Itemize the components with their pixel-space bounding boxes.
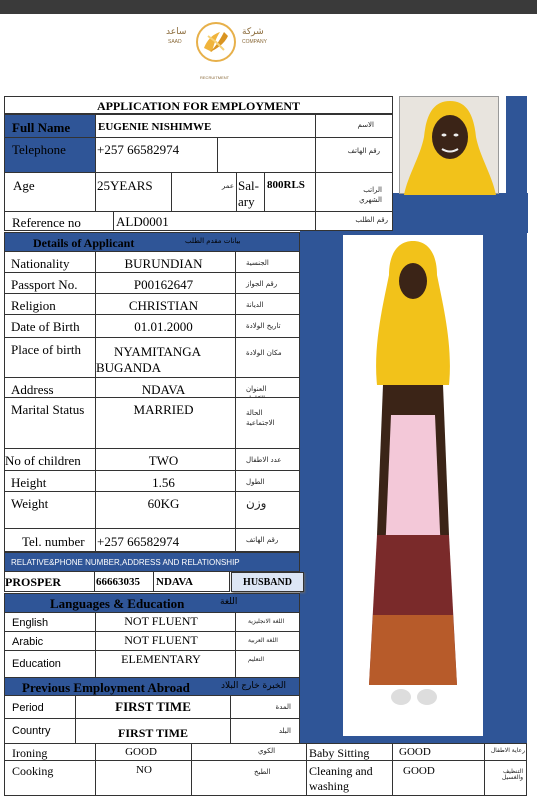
telephone-value-cell: +257 66582974 (95, 137, 218, 173)
detail-label-cell (4, 314, 96, 338)
details-section-header: Details of Applicant بيانات مقدم الطلب (4, 232, 300, 252)
detail-ar-label: رقم الجواز (246, 280, 278, 288)
detail-value-cell (95, 491, 236, 529)
detail-ar-label: رقم الهاتف (246, 536, 279, 544)
telephone-ar-cell: رقم الهاتف (315, 137, 393, 173)
ironing-value-cell: GOOD (95, 743, 192, 761)
ironing-ar-cell: الكوي (191, 743, 307, 761)
logo-ar-right: شركة (242, 27, 264, 37)
reference-label-cell: Reference no (4, 211, 114, 231)
detail-ar-label: تاريخ الولادة (246, 322, 281, 330)
detail-ar-cell (235, 470, 300, 492)
detail-label: Religion (11, 298, 56, 313)
right-strip (506, 96, 527, 201)
period-label-cell: Period (4, 695, 76, 719)
telephone-label-cell: Telephone (4, 137, 96, 173)
detail-label-cell (4, 251, 96, 273)
detail-ar-label: الطول (246, 478, 265, 486)
salary-value-cell: 800RLS (264, 172, 316, 212)
full-name-ar-cell: الاسم (315, 114, 393, 138)
detail-label-cell (4, 470, 96, 492)
babysitting-label-cell: Baby Sitting (306, 743, 393, 761)
detail-ar-label: الديانة (246, 301, 264, 309)
company-logo (160, 18, 270, 84)
detail-ar-cell (235, 272, 300, 294)
logo-en-left: SAAD (168, 39, 182, 45)
detail-ar-label: العنوان (246, 385, 267, 393)
cleaning-ar-cell: التنظيف والغسيل (484, 760, 527, 796)
babysitting-ar-cell: رعاية الاطفال (484, 743, 527, 761)
detail-value-cell (95, 470, 236, 492)
detail-ar-label: الجنسية (246, 259, 269, 267)
detail-ar-cell (235, 528, 300, 552)
language-label: English (12, 617, 49, 629)
language-ar-label: اللغة العربية (248, 637, 278, 644)
form-title: APPLICATION FOR EMPLOYMENT (4, 96, 393, 114)
detail-label: Marital Status (11, 402, 85, 417)
language-ar-cell (235, 650, 300, 678)
telephone-blank-cell (217, 137, 316, 173)
detail-ar-cell (235, 314, 300, 338)
period-value-cell: FIRST TIME (75, 695, 231, 719)
age-ar-cell: عمر (171, 172, 237, 212)
language-ar-label: التعليم (248, 656, 264, 663)
detail-value: NYAMITANGA (114, 344, 202, 359)
language-label-cell (4, 650, 96, 678)
relative-section-header: RELATIVE&PHONE NUMBER,ADDRESS AND RELATIONSHIP (4, 552, 300, 572)
detail-value-cell (95, 293, 236, 315)
country-label-cell: Country (4, 718, 76, 744)
detail-value: MARRIED (133, 402, 194, 417)
top-dark-bar (0, 0, 537, 14)
language-label: Arabic (12, 636, 44, 648)
detail-value: 01.01.2000 (134, 319, 193, 334)
relative-address-cell: NDAVA (153, 571, 230, 592)
detail-value-cell (95, 377, 236, 398)
language-value-cell (95, 650, 236, 678)
cleaning-value-cell: GOOD (392, 760, 485, 796)
reference-value-cell: ALD0001 (113, 211, 316, 231)
detail-label: Passport No. (11, 277, 78, 292)
detail-value-cell (95, 448, 236, 471)
detail-ar-cell (235, 337, 300, 378)
salary-label-cell: Sal- ary (236, 172, 265, 212)
language-label: Education (12, 658, 61, 670)
age-value-cell: 25YEARS (95, 172, 172, 212)
detail-label-cell (4, 491, 96, 529)
detail-label: Tel. number (22, 534, 85, 549)
logo-ar-left: ساعد (166, 27, 187, 37)
detail-label-cell (4, 337, 96, 378)
age-label-cell: Age (4, 172, 96, 212)
cooking-value-cell: NO (95, 760, 192, 796)
detail-label: No of children (5, 453, 81, 468)
logo-en-right: COMPANY (242, 39, 267, 45)
detail-label: Weight (11, 496, 49, 511)
detail-ar-cell (235, 491, 300, 529)
salary-ar-cell: الراتب الشهري (315, 172, 393, 212)
detail-ar-label: عدد الاطفال (246, 456, 282, 464)
country-value-cell: FIRST TIME (75, 718, 231, 744)
languages-section-header: Languages & Education اللغة (4, 593, 300, 613)
detail-value-cell (95, 314, 236, 338)
detail-value: BURUNDIAN (124, 256, 203, 271)
detail-value-cell (95, 337, 236, 378)
language-ar-label: اللغة الانجليزية (248, 618, 285, 625)
detail-value: TWO (148, 453, 179, 468)
ironing-label-cell: Ironing (4, 743, 96, 761)
detail-ar-cell (235, 377, 300, 398)
detail-value: P00162647 (133, 277, 194, 292)
detail-label-cell (4, 448, 96, 471)
detail-ar-label: الحالة الاجتماعية (246, 409, 275, 427)
detail-label-cell (4, 293, 96, 315)
detail-value-line2: BUGANDA (96, 360, 161, 375)
cooking-label-cell: Cooking (4, 760, 96, 796)
detail-value: 1.56 (152, 475, 175, 490)
detail-ar-label: مكان الولادة (246, 349, 282, 357)
detail-label-cell (4, 377, 96, 398)
language-label-cell (4, 612, 96, 632)
detail-value: 60KG (147, 496, 180, 511)
detail-label-cell (4, 397, 96, 449)
detail-label: Address (11, 382, 54, 397)
detail-ar-cell (235, 397, 300, 449)
detail-value: +257 66582974 (97, 534, 180, 549)
detail-label-cell (4, 528, 96, 552)
detail-label: Place of birth (11, 342, 82, 357)
detail-ar-cell (235, 448, 300, 471)
right-strip-2 (392, 193, 528, 233)
country-ar-cell: البلد (230, 718, 300, 744)
detail-value-cell (95, 251, 236, 273)
hands-icon (194, 20, 238, 64)
language-ar-cell (235, 612, 300, 632)
cleaning-label-cell: Cleaning and washing (306, 760, 393, 796)
detail-label: Height (11, 475, 47, 490)
relative-relationship-cell: HUSBAND (231, 572, 304, 592)
portrait-photo (399, 96, 499, 194)
detail-value: NDAVA (141, 382, 186, 397)
relative-name-cell: PROSPER (4, 571, 95, 592)
reference-ar-cell: رقم الطلب (315, 211, 393, 231)
language-value-cell (95, 631, 236, 651)
logo-tagline: RECRUITMENT (200, 75, 230, 80)
detail-ar-cell (235, 251, 300, 273)
detail-value: CHRISTIAN (128, 298, 199, 313)
employment-section-header: Previous Employment Abroad الخبرة خارج البلاد (4, 677, 300, 696)
detail-value-cell (95, 397, 236, 449)
language-value: NOT FLUENT (124, 633, 198, 647)
detail-ar-cell (235, 293, 300, 315)
full-name-label-cell: Full Name (4, 114, 96, 138)
detail-label: Nationality (11, 256, 70, 271)
cooking-ar-cell: الطبخ (191, 760, 307, 796)
full-body-photo (343, 235, 483, 736)
language-value: NOT FLUENT (124, 614, 198, 628)
babysitting-value-cell: GOOD (392, 743, 485, 761)
language-value-cell (95, 612, 236, 632)
language-ar-cell (235, 631, 300, 651)
detail-label-cell (4, 272, 96, 294)
detail-value-cell (95, 528, 236, 552)
language-value: ELEMENTARY (121, 652, 201, 666)
relative-phone-cell: 66663035 (94, 571, 154, 592)
full-name-value-cell: EUGENIE NISHIMWE (95, 114, 316, 138)
detail-label: Date of Birth (11, 319, 80, 334)
period-ar-cell: المدة (230, 695, 300, 719)
detail-ar-label: وزن (246, 496, 267, 510)
detail-value-cell (95, 272, 236, 294)
language-label-cell (4, 631, 96, 651)
